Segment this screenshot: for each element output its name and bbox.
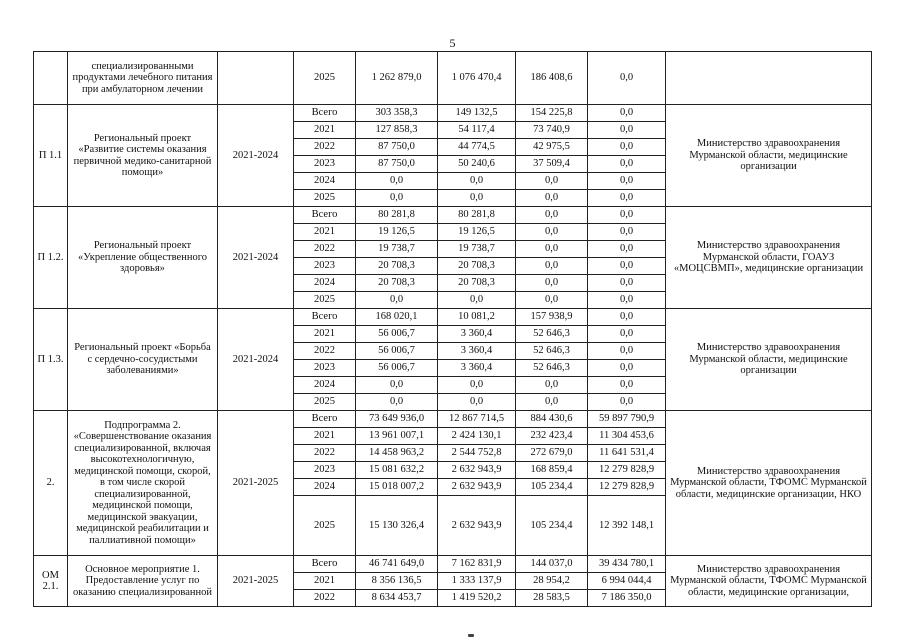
total-cell: 19 126,5 [356,224,438,241]
year-cell: 2021 [294,122,356,139]
item-period: 2021-2025 [218,556,294,607]
budget-3-cell: 0,0 [588,173,666,190]
budget-3-cell: 0,0 [588,224,666,241]
total-cell: 56 006,7 [356,343,438,360]
table-row [34,309,872,326]
table-row [34,207,872,224]
year-cell: 2022 [294,445,356,462]
total-cell: 0,0 [356,292,438,309]
total-cell: 8 356 136,5 [356,573,438,590]
item-name: Региональный проект «Укрепление общественного здоровья» [68,207,218,309]
budget-2-cell: 37 509,4 [516,156,588,173]
year-cell: 2022 [294,590,356,607]
total-cell: 56 006,7 [356,360,438,377]
year-cell: 2025 [294,52,356,105]
year-cell: 2023 [294,156,356,173]
item-period: 2021-2024 [218,105,294,207]
budget-table [33,51,872,607]
executor-cell: Министерство здравоохранения Мурманской области, медицинские организации [666,309,872,411]
table-row [34,52,872,105]
item-period: 2021-2024 [218,207,294,309]
budget-1-cell: 0,0 [438,173,516,190]
item-period: 2021-2024 [218,309,294,411]
budget-3-cell: 11 641 531,4 [588,445,666,462]
total-cell: 0,0 [356,394,438,411]
total-cell: 168 020,1 [356,309,438,326]
year-cell: 2025 [294,190,356,207]
item-name: Региональный проект «Борьба с сердечно-сосудистыми заболеваниями» [68,309,218,411]
budget-3-cell: 0,0 [588,105,666,122]
budget-3-cell: 0,0 [588,275,666,292]
executor-cell: Министерство здравоохранения Мурманской области, ТФОМС Мурманской области, медицинские организации, [666,556,872,607]
budget-1-cell: 0,0 [438,377,516,394]
budget-1-cell: 1 076 470,4 [438,52,516,105]
budget-3-cell: 0,0 [588,309,666,326]
budget-1-cell: 19 738,7 [438,241,516,258]
executor-cell: Министерство здравоохранения Мурманской области, ГОАУЗ «МОЦСВМП», медицинские организации [666,207,872,309]
budget-2-cell: 0,0 [516,224,588,241]
total-cell: 8 634 453,7 [356,590,438,607]
year-cell: 2022 [294,241,356,258]
budget-1-cell: 3 360,4 [438,326,516,343]
total-cell: 19 738,7 [356,241,438,258]
budget-1-cell: 10 081,2 [438,309,516,326]
budget-3-cell: 0,0 [588,360,666,377]
budget-1-cell: 54 117,4 [438,122,516,139]
budget-2-cell: 0,0 [516,241,588,258]
total-cell: 87 750,0 [356,156,438,173]
budget-1-cell: 2 632 943,9 [438,462,516,479]
budget-1-cell: 80 281,8 [438,207,516,224]
year-cell: 2021 [294,573,356,590]
budget-1-cell: 19 126,5 [438,224,516,241]
item-code [34,52,68,105]
budget-2-cell: 186 408,6 [516,52,588,105]
budget-2-cell: 168 859,4 [516,462,588,479]
budget-2-cell: 0,0 [516,190,588,207]
year-cell: Всего [294,556,356,573]
total-cell: 15 018 007,2 [356,479,438,496]
total-cell: 1 262 879,0 [356,52,438,105]
budget-2-cell: 0,0 [516,292,588,309]
budget-1-cell: 20 708,3 [438,258,516,275]
total-cell: 13 961 007,1 [356,428,438,445]
budget-1-cell: 3 360,4 [438,360,516,377]
budget-1-cell: 0,0 [438,292,516,309]
budget-1-cell: 44 774,5 [438,139,516,156]
table-row [34,105,872,122]
year-cell: 2023 [294,360,356,377]
year-cell: 2025 [294,292,356,309]
budget-2-cell: 272 679,0 [516,445,588,462]
budget-1-cell: 3 360,4 [438,343,516,360]
year-cell: 2024 [294,479,356,496]
item-period: 2021-2025 [218,411,294,556]
item-code: П 1.1 [34,105,68,207]
total-cell: 87 750,0 [356,139,438,156]
budget-2-cell: 144 037,0 [516,556,588,573]
total-cell: 46 741 649,0 [356,556,438,573]
budget-1-cell: 20 708,3 [438,275,516,292]
total-cell: 73 649 936,0 [356,411,438,428]
total-cell: 20 708,3 [356,275,438,292]
item-name: специализированными продуктами лечебного питания при амбулаторном лечении [68,52,218,105]
budget-3-cell: 59 897 790,9 [588,411,666,428]
item-code: ОМ 2.1. [34,556,68,607]
year-cell: Всего [294,105,356,122]
budget-3-cell: 0,0 [588,52,666,105]
budget-2-cell: 232 423,4 [516,428,588,445]
budget-1-cell: 7 162 831,9 [438,556,516,573]
budget-1-cell: 0,0 [438,190,516,207]
scan-mark [468,634,474,637]
total-cell: 303 358,3 [356,105,438,122]
budget-1-cell: 2 424 130,1 [438,428,516,445]
executor-cell [666,52,872,105]
total-cell: 56 006,7 [356,326,438,343]
budget-3-cell: 0,0 [588,156,666,173]
year-cell: 2024 [294,275,356,292]
year-cell: 2025 [294,496,356,556]
year-cell: 2024 [294,377,356,394]
budget-3-cell: 11 304 453,6 [588,428,666,445]
item-name: Региональный проект «Развитие системы оказания первичной медико-санитарной помощи» [68,105,218,207]
item-code: П 1.2. [34,207,68,309]
budget-2-cell: 0,0 [516,207,588,224]
budget-3-cell: 0,0 [588,190,666,207]
total-cell: 0,0 [356,173,438,190]
total-cell: 0,0 [356,377,438,394]
budget-2-cell: 0,0 [516,275,588,292]
budget-2-cell: 0,0 [516,377,588,394]
budget-2-cell: 42 975,5 [516,139,588,156]
budget-2-cell: 28 583,5 [516,590,588,607]
budget-3-cell: 12 392 148,1 [588,496,666,556]
total-cell: 0,0 [356,190,438,207]
table-row [34,411,872,428]
budget-3-cell: 0,0 [588,292,666,309]
year-cell: 2022 [294,343,356,360]
year-cell: 2025 [294,394,356,411]
budget-2-cell: 105 234,4 [516,479,588,496]
budget-2-cell: 52 646,3 [516,360,588,377]
total-cell: 20 708,3 [356,258,438,275]
year-cell: 2022 [294,139,356,156]
budget-2-cell: 884 430,6 [516,411,588,428]
budget-2-cell: 157 938,9 [516,309,588,326]
budget-2-cell: 0,0 [516,258,588,275]
budget-2-cell: 154 225,8 [516,105,588,122]
year-cell: Всего [294,411,356,428]
year-cell: 2021 [294,326,356,343]
budget-2-cell: 0,0 [516,394,588,411]
year-cell: 2021 [294,428,356,445]
budget-3-cell: 6 994 044,4 [588,573,666,590]
total-cell: 15 081 632,2 [356,462,438,479]
budget-1-cell: 2 544 752,8 [438,445,516,462]
item-name: Подпрограмма 2. «Совершенствование оказания специализированной, включая высокотехнологичную, медицинской помощи, скорой, в том числе скорой специализированной, медицинской помощи, медицинской эвакуации, медицинской реабилитации и паллиативной помощи» [68,411,218,556]
total-cell: 80 281,8 [356,207,438,224]
budget-2-cell: 28 954,2 [516,573,588,590]
budget-3-cell: 0,0 [588,122,666,139]
budget-1-cell: 1 333 137,9 [438,573,516,590]
budget-3-cell: 0,0 [588,241,666,258]
year-cell: Всего [294,207,356,224]
budget-3-cell: 12 279 828,9 [588,479,666,496]
budget-1-cell: 149 132,5 [438,105,516,122]
budget-3-cell: 0,0 [588,343,666,360]
item-code: П 1.3. [34,309,68,411]
budget-1-cell: 0,0 [438,394,516,411]
year-cell: 2023 [294,258,356,275]
year-cell: Всего [294,309,356,326]
executor-cell: Министерство здравоохранения Мурманской области, ТФОМС Мурманской области, медицинские организации, НКО [666,411,872,556]
budget-3-cell: 0,0 [588,394,666,411]
total-cell: 127 858,3 [356,122,438,139]
budget-1-cell: 12 867 714,5 [438,411,516,428]
year-cell: 2023 [294,462,356,479]
budget-3-cell: 0,0 [588,377,666,394]
item-name: Основное мероприятие 1. Предоставление услуг по оказанию специализированной [68,556,218,607]
budget-1-cell: 2 632 943,9 [438,496,516,556]
budget-1-cell: 1 419 520,2 [438,590,516,607]
budget-2-cell: 73 740,9 [516,122,588,139]
page-number: 5 [449,36,456,50]
budget-1-cell: 50 240,6 [438,156,516,173]
executor-cell: Министерство здравоохранения Мурманской области, медицинские организации [666,105,872,207]
year-cell: 2021 [294,224,356,241]
budget-2-cell: 52 646,3 [516,326,588,343]
budget-3-cell: 0,0 [588,207,666,224]
budget-3-cell: 0,0 [588,258,666,275]
budget-2-cell: 105 234,4 [516,496,588,556]
budget-3-cell: 12 279 828,9 [588,462,666,479]
budget-2-cell: 52 646,3 [516,343,588,360]
budget-2-cell: 0,0 [516,173,588,190]
budget-3-cell: 0,0 [588,326,666,343]
budget-3-cell: 39 434 780,1 [588,556,666,573]
budget-3-cell: 7 186 350,0 [588,590,666,607]
year-cell: 2024 [294,173,356,190]
item-code: 2. [34,411,68,556]
budget-3-cell: 0,0 [588,139,666,156]
budget-1-cell: 2 632 943,9 [438,479,516,496]
table-row [34,556,872,573]
item-period [218,52,294,105]
total-cell: 15 130 326,4 [356,496,438,556]
total-cell: 14 458 963,2 [356,445,438,462]
